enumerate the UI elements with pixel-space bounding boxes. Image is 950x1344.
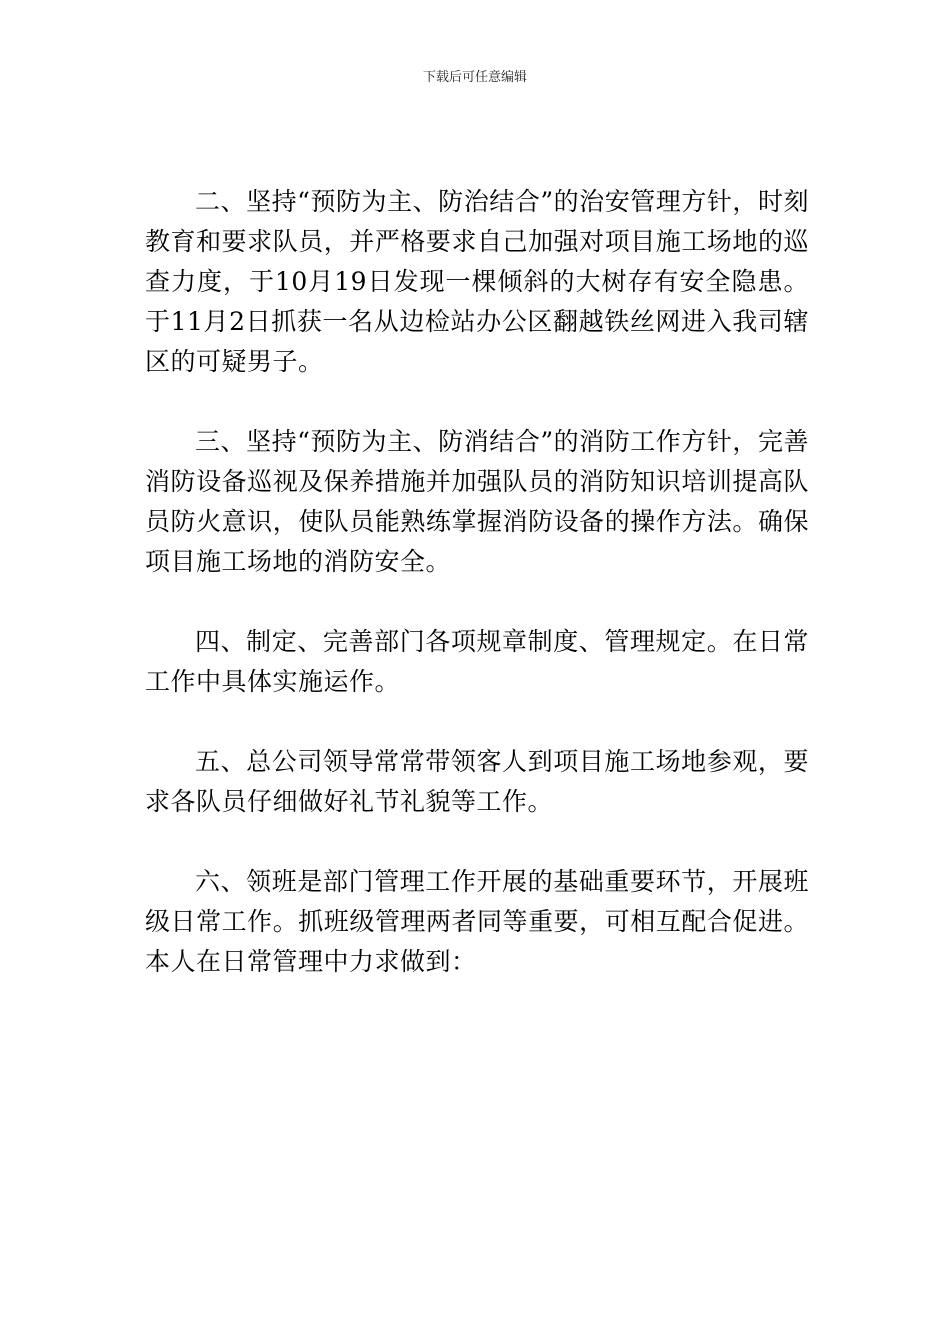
paragraph-4: 四、制定、完善部门各项规章制度、管理规定。在日常工作中具体实施运作。: [145, 627, 809, 696]
paragraph-6: 六、领班是部门管理工作开展的基础重要环节，开展班级日常工作。抓班级管理两者同等重要，可相互配合促进。本人在日常管理中力求做到：: [145, 867, 809, 976]
paragraph-5: 五、总公司领导常常带领客人到项目施工场地参观，要求各队员仔细做好礼节礼貌等工作。: [145, 747, 809, 816]
paragraph-2: 二、坚持“预防为主、防治结合”的治安管理方针，时刻教育和要求队员，并严格要求自己加强对项目施工场地的巡查力度，于10月19日发现一棵倾斜的大树存有安全隐患。于11月2日抓获一名从边检站办公区翻越铁丝网进入我司辖区的可疑男子。: [145, 187, 809, 376]
paragraph-3: 三、坚持“预防为主、防消结合”的消防工作方针，完善消防设备巡视及保养措施并加强队员的消防知识培训提高队员防火意识，使队员能熟练掌握消防设备的操作方法。确保项目施工场地的消防安全。: [145, 427, 809, 576]
header-note: 下载后可任意编辑: [422, 70, 527, 85]
document-body: [145, 182, 809, 982]
